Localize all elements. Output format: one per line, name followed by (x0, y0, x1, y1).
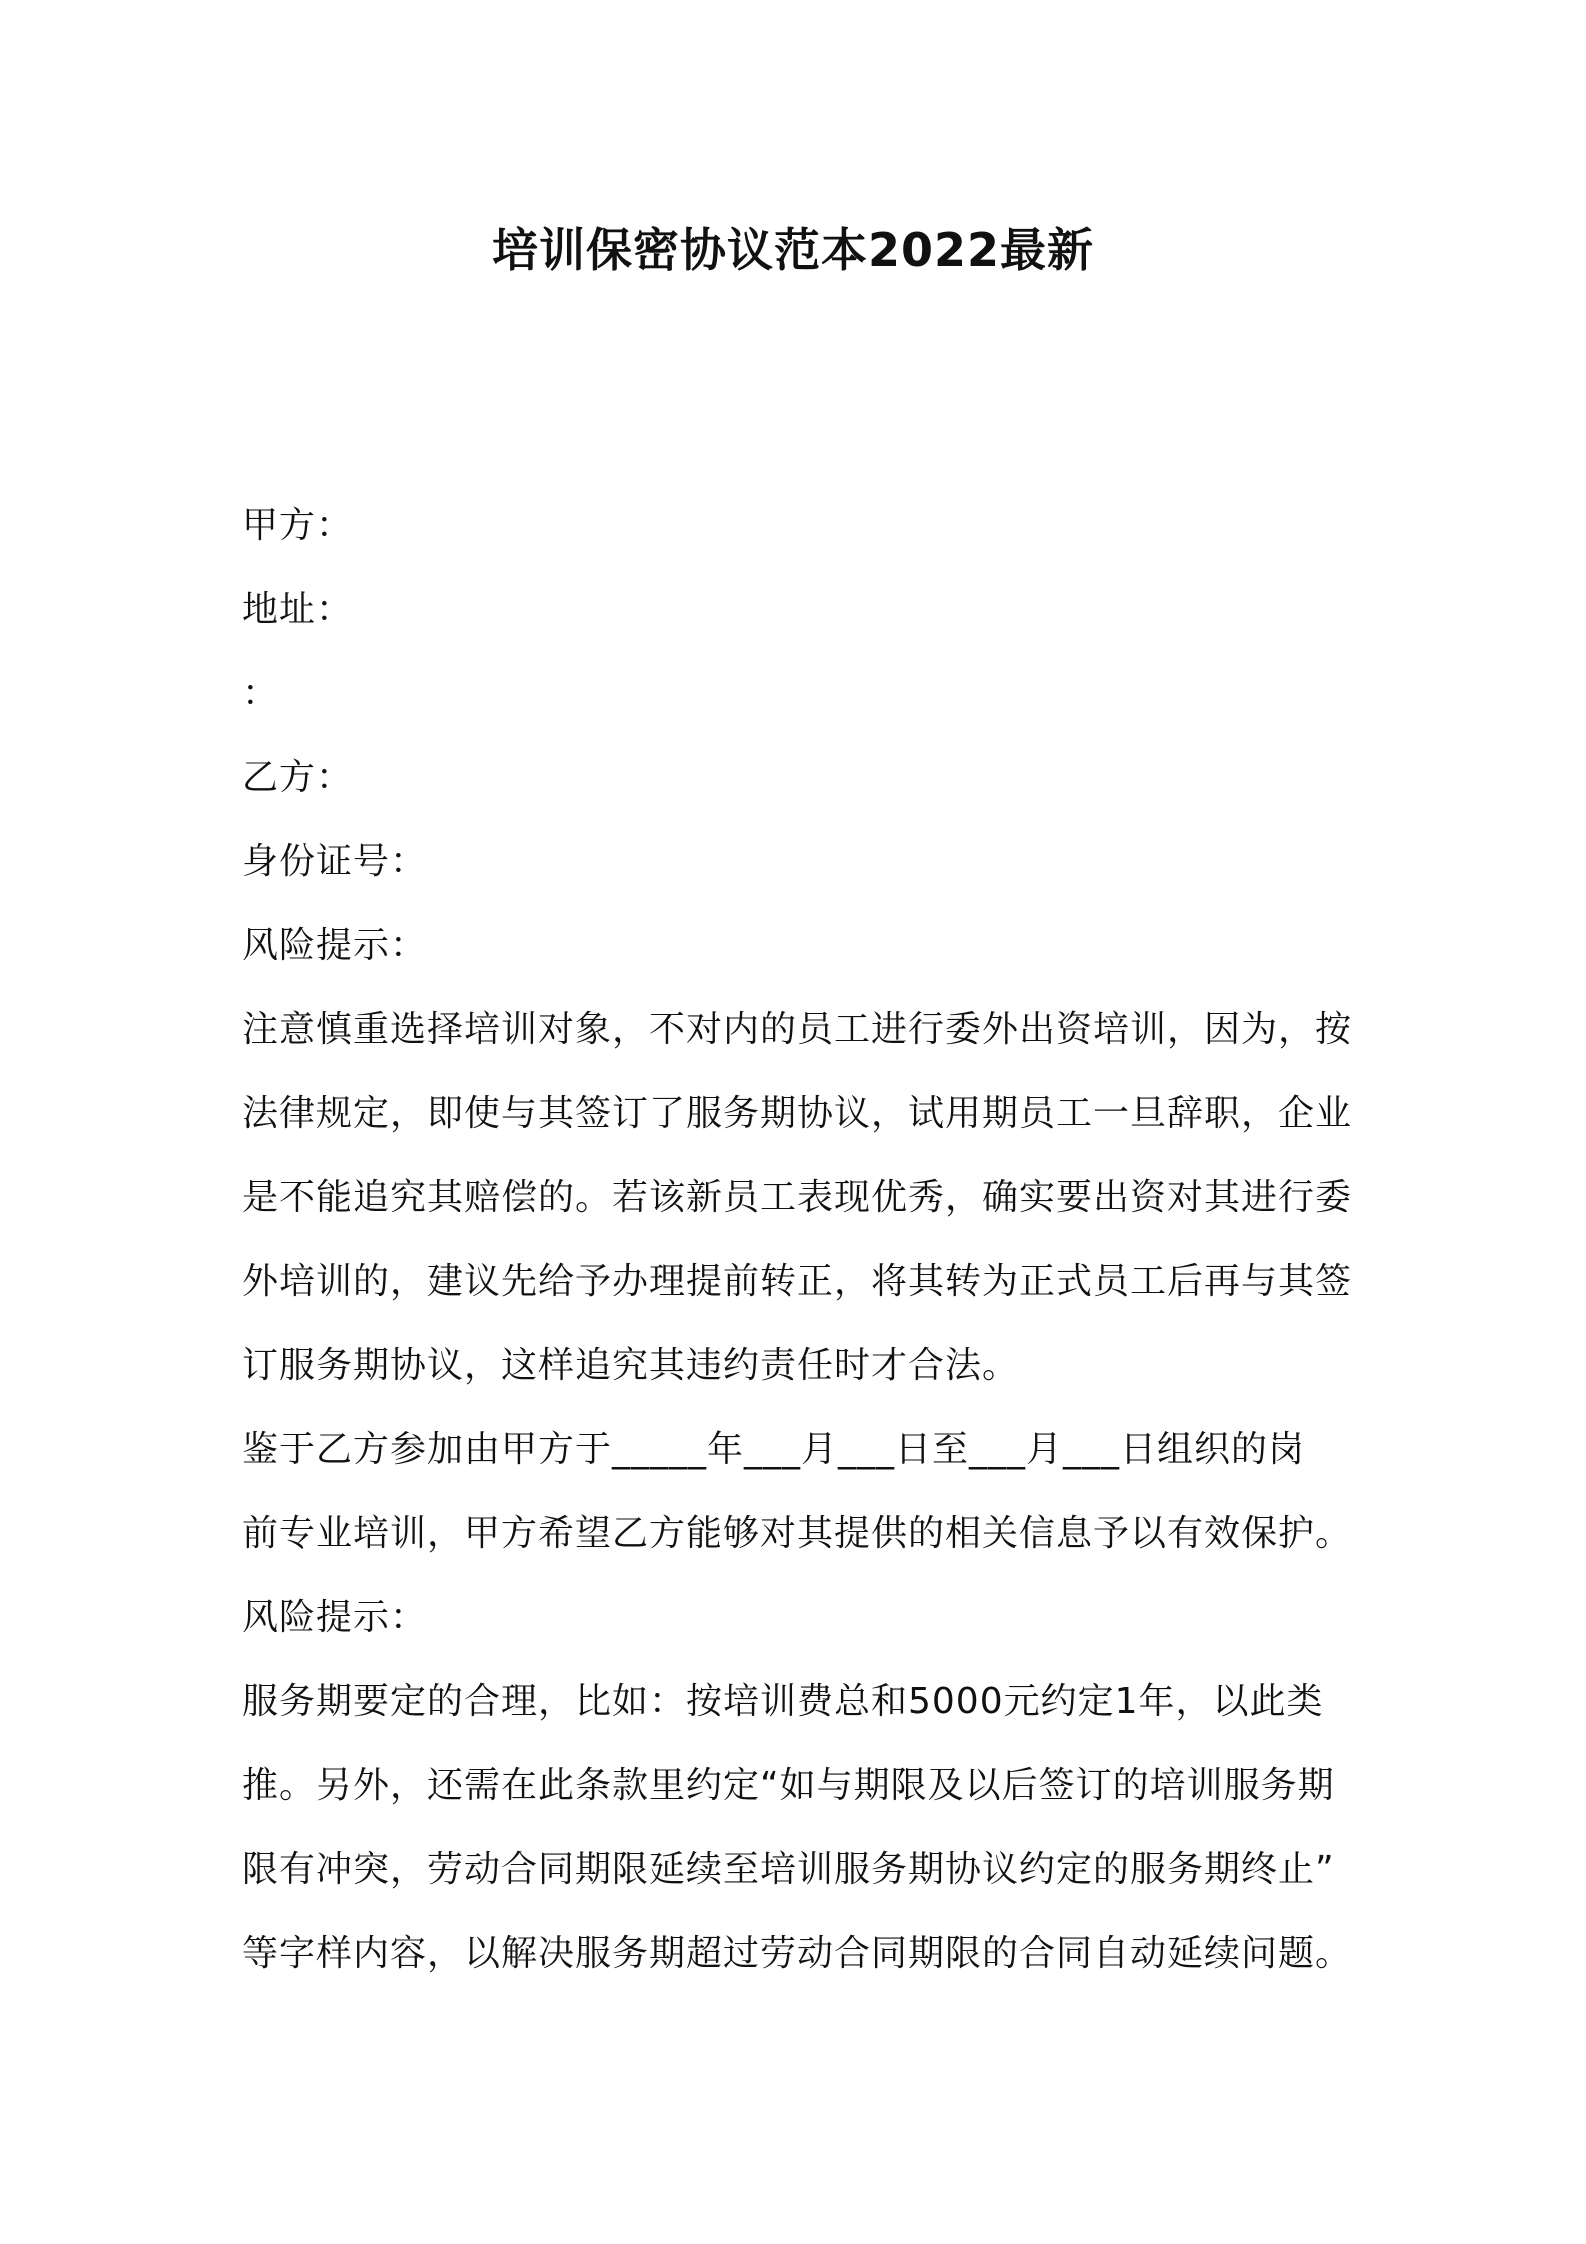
paragraph-line: 限有冲突，劳动合同期限延续至培训服务期协议约定的服务期终止” (242, 1849, 1335, 1890)
risk-tip-heading: 风险提示： (242, 1597, 428, 1638)
paragraph-line: 推。另外，还需在此条款里约定“如与期限及以后签订的培训服务期 (242, 1765, 1335, 1806)
colon-line: ： (242, 673, 280, 714)
id-number-line: 身份证号： (242, 841, 428, 882)
paragraph-line: 订服务期协议，这样追究其违约责任时才合法。 (242, 1345, 1020, 1386)
document-body (242, 484, 1358, 1996)
paragraph-line: 法律规定，即使与其签订了服务期协议，试用期员工一旦辞职，企业 (242, 1093, 1353, 1134)
whereas-line: 鉴于乙方参加由甲方于_____年___月___日至___月___日组织的岗 (242, 1429, 1306, 1470)
paragraph-line: 外培训的，建议先给予办理提前转正，将其转为正式员工后再与其签 (242, 1261, 1353, 1302)
document-title: 培训保密协议范本2022最新 (491, 223, 1095, 277)
paragraph-line: 服务期要定的合理，比如：按培训费总和5000元约定1年，以此类 (242, 1681, 1324, 1722)
risk-tip-heading: 风险提示： (242, 925, 428, 966)
paragraph-line: 等字样内容，以解决服务期超过劳动合同期限的合同自动延续问题。 (242, 1933, 1353, 1974)
paragraph-line: 注意慎重选择培训对象，不对内的员工进行委外出资培训，因为，按 (242, 1009, 1353, 1050)
party-a-line: 甲方： (242, 505, 354, 546)
paragraph-line: 是不能追究其赔偿的。若该新员工表现优秀，确实要出资对其进行委 (242, 1177, 1353, 1218)
address-line: 地址： (242, 589, 354, 630)
whereas-line: 前专业培训，甲方希望乙方能够对其提供的相关信息予以有效保护。 (242, 1513, 1353, 1554)
party-b-line: 乙方： (242, 757, 354, 798)
